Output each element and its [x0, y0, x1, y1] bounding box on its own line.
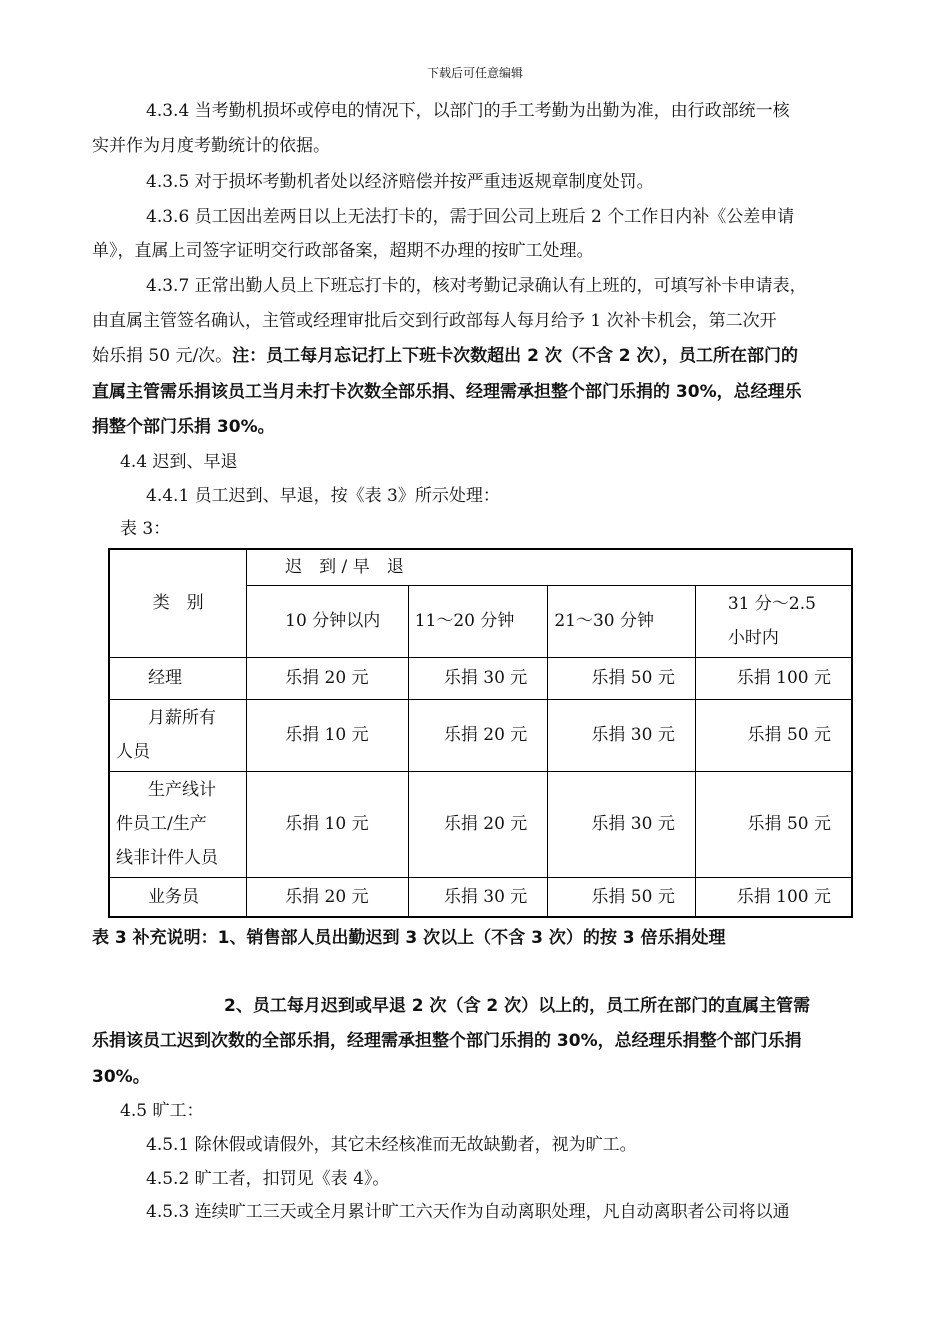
table-3-note-1: 表 3 补充说明：1、销售部人员出勤迟到 3 次以上（不含 3 次）的按 3 倍乐捐处理: [92, 928, 726, 948]
table-cell: 乐捐 30 元: [548, 771, 696, 877]
table-category-header: 类 别: [109, 549, 247, 657]
table-cell: 乐捐 50 元: [695, 771, 852, 877]
page-header: 下载后可任意编辑: [426, 66, 523, 80]
table-3-note-2-cont2: 30%。: [92, 1067, 150, 1087]
table-row-label: 生产线计 件员工/生产 线非计件人员: [109, 771, 247, 877]
paragraph-4-5-2: 4.5.2 旷工者，扣罚见《表 4》。: [146, 1169, 390, 1189]
table-row-label: 月薪所有 人员: [109, 699, 247, 771]
paragraph-4-3-4-cont: 实并作为月度考勤统计的依据。: [92, 136, 330, 156]
table-col-header: 10 分钟以内: [247, 585, 409, 657]
table-3-note-2: 2、员工每月迟到或早退 2 次（含 2 次）以上的，员工所在部门的直属主管需: [224, 996, 811, 1016]
table-cell: 乐捐 100 元: [695, 877, 852, 917]
paragraph-4-4-1: 4.4.1 员工迟到、早退，按《表 3》所示处理：: [146, 486, 500, 506]
table-row-label: 经理: [109, 657, 247, 699]
table-row: [109, 771, 852, 877]
table-col-header: 31 分～2.5 小时内: [695, 585, 852, 657]
table-cell: 乐捐 30 元: [548, 699, 696, 771]
table-group-header: 迟 到 / 早 退: [247, 549, 852, 585]
table-cell: 乐捐 20 元: [408, 771, 548, 877]
paragraph-4-5-1: 4.5.1 除休假或请假外，其它未经核准而无故缺勤者，视为旷工。: [146, 1135, 637, 1155]
table-cell: 乐捐 20 元: [408, 699, 548, 771]
table-cell: 乐捐 30 元: [408, 877, 548, 917]
table-col-header: 21～30 分钟: [548, 585, 696, 657]
table-3-note-2-cont1: 乐捐该员工迟到次数的全部乐捐，经理需承担整个部门乐捐的 30%，总经理乐捐整个部门乐捐: [92, 1031, 802, 1051]
table-row: [109, 877, 852, 917]
table-row: [109, 657, 852, 699]
paragraph-4-3-5: 4.3.5 对于损坏考勤机者处以经济赔偿并按严重违返规章制度处罚。: [146, 172, 654, 192]
table-cell: 乐捐 10 元: [247, 699, 409, 771]
paragraph-4-3-6: 4.3.6 员工因出差两日以上无法打卡的，需于回公司上班后 2 个工作日内补《公差申请: [146, 207, 795, 227]
paragraph-4-5-3: 4.5.3 连续旷工三天或全月累计旷工六天作为自动离职处理，凡自动离职者公司将以通: [146, 1202, 790, 1222]
table-col-header: 11～20 分钟: [408, 585, 548, 657]
table-row-label: 业务员: [109, 877, 247, 917]
table-cell: 乐捐 100 元: [695, 657, 852, 699]
table-cell: 乐捐 20 元: [247, 877, 409, 917]
paragraph-4-3-7-note-cont2: 捐整个部门乐捐 30%。: [92, 417, 275, 437]
table-row: [109, 699, 852, 771]
paragraph-4-3-7-cont1: 由直属主管签名确认，主管或经理审批后交到行政部每人每月给予 1 次补卡机会，第二次开: [92, 311, 777, 331]
table-cell: 乐捐 50 元: [695, 699, 852, 771]
paragraph-4-3-7-note-cont1: 直属主管需乐捐该员工当月未打卡次数全部乐捐、经理需承担整个部门乐捐的 30%，总经理乐: [92, 382, 802, 402]
paragraph-4-3-7-cont2: [92, 344, 798, 368]
table-3: [108, 548, 853, 918]
paragraph-4-3-6-cont: 单》，直属上司签字证明交行政部备案，超期不办理的按旷工处理。: [92, 241, 594, 261]
table-cell: 乐捐 50 元: [548, 877, 696, 917]
paragraph-4-3-7-normal-text: 始乐捐 50 元/次。: [92, 346, 233, 366]
table-cell: 乐捐 50 元: [548, 657, 696, 699]
table-3-label: 表 3：: [120, 519, 171, 539]
section-4-4-heading: 4.4 迟到、早退: [120, 452, 238, 472]
table-cell: 乐捐 20 元: [247, 657, 409, 699]
paragraph-4-3-4: 4.3.4 当考勤机损坏或停电的情况下，以部门的手工考勤为出勤为准，由行政部统一核: [146, 101, 790, 121]
paragraph-4-3-7-note: 注：员工每月忘记打上下班卡次数超出 2 次（不含 2 次），员工所在部门的: [232, 346, 799, 366]
section-4-5-heading: 4.5 旷工：: [120, 1101, 204, 1121]
table-cell: 乐捐 30 元: [408, 657, 548, 699]
paragraph-4-3-7: 4.3.7 正常出勤人员上下班忘打卡的，核对考勤记录确认有上班的，可填写补卡申请表，: [146, 276, 807, 296]
table-cell: 乐捐 10 元: [247, 771, 409, 877]
